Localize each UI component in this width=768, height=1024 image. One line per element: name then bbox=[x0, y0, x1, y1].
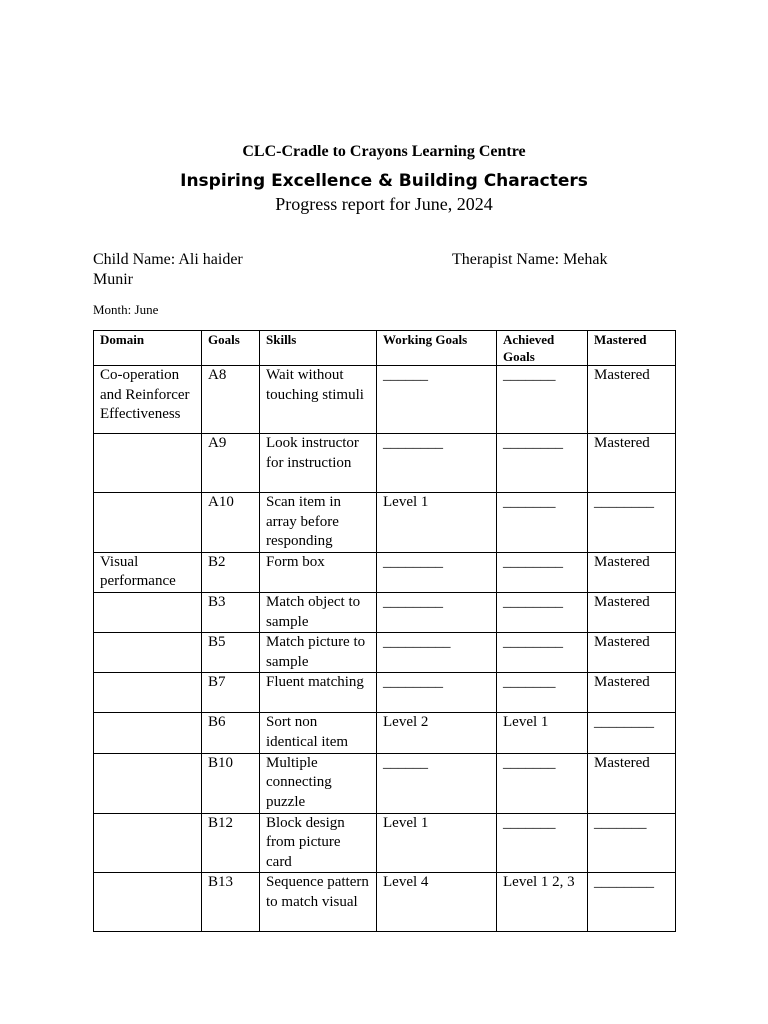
cell-skill: Multiple connecting puzzle bbox=[260, 753, 377, 813]
cell-working: _________ bbox=[377, 633, 497, 673]
cell-domain bbox=[94, 493, 202, 553]
center-name: CLC-Cradle to Crayons Learning Centre bbox=[242, 143, 526, 160]
therapist-name: Therapist Name: Mehak bbox=[452, 251, 608, 268]
child-name-label: Child Name: Ali haider bbox=[93, 251, 243, 268]
cell-skill: Sequence pattern to match visual bbox=[260, 873, 377, 932]
table-header-row bbox=[94, 331, 676, 366]
cell-domain bbox=[94, 673, 202, 713]
cell-skill: Wait without touching stimuli bbox=[260, 366, 377, 434]
cell-domain: Visual performance bbox=[94, 552, 202, 592]
cell-goal: B6 bbox=[202, 713, 260, 753]
cell-goal: A8 bbox=[202, 366, 260, 434]
cell-mastered: ________ bbox=[588, 873, 676, 932]
cell-skill: Block design from picture card bbox=[260, 813, 377, 873]
cell-achieved: Level 1 bbox=[497, 713, 588, 753]
header-domain: Domain bbox=[94, 331, 202, 366]
cell-domain bbox=[94, 873, 202, 932]
cell-working: ______ bbox=[377, 753, 497, 813]
cell-working: ________ bbox=[377, 592, 497, 632]
cell-skill: Match picture to sample bbox=[260, 633, 377, 673]
cell-working: Level 1 bbox=[377, 493, 497, 553]
cell-working: ______ bbox=[377, 366, 497, 434]
cell-working: Level 2 bbox=[377, 713, 497, 753]
table-row bbox=[94, 673, 676, 713]
cell-achieved: ________ bbox=[497, 434, 588, 493]
cell-skill: Scan item in array before responding bbox=[260, 493, 377, 553]
cell-skill: Fluent matching bbox=[260, 673, 377, 713]
header-skills: Skills bbox=[260, 331, 377, 366]
cell-achieved: _______ bbox=[497, 673, 588, 713]
cell-mastered: Mastered bbox=[588, 753, 676, 813]
cell-achieved: _______ bbox=[497, 366, 588, 434]
cell-skill: Form box bbox=[260, 552, 377, 592]
report-title: Progress report for June, 2024 bbox=[275, 194, 493, 214]
cell-achieved: ________ bbox=[497, 592, 588, 632]
cell-mastered: ________ bbox=[588, 713, 676, 753]
cell-goal: B5 bbox=[202, 633, 260, 673]
table-row bbox=[94, 552, 676, 592]
cell-achieved: _______ bbox=[497, 753, 588, 813]
cell-achieved: Level 1 2, 3 bbox=[497, 873, 588, 932]
cell-goal: B10 bbox=[202, 753, 260, 813]
table-row bbox=[94, 713, 676, 753]
cell-skill: Look instructor for instruction bbox=[260, 434, 377, 493]
cell-goal: B2 bbox=[202, 552, 260, 592]
child-name-continued: Munir bbox=[93, 271, 133, 288]
table-row bbox=[94, 633, 676, 673]
header-achieved-goals: Achieved Goals bbox=[497, 331, 588, 366]
cell-goal: B12 bbox=[202, 813, 260, 873]
cell-goal: A10 bbox=[202, 493, 260, 553]
cell-working: ________ bbox=[377, 673, 497, 713]
progress-table bbox=[93, 330, 676, 932]
report-month: Month: June bbox=[93, 302, 159, 317]
cell-working: Level 4 bbox=[377, 873, 497, 932]
cell-goal: B13 bbox=[202, 873, 260, 932]
cell-mastered: _______ bbox=[588, 813, 676, 873]
table-row bbox=[94, 753, 676, 813]
cell-mastered: Mastered bbox=[588, 552, 676, 592]
cell-goal: A9 bbox=[202, 434, 260, 493]
header-goals: Goals bbox=[202, 331, 260, 366]
cell-skill: Sort non identical item bbox=[260, 713, 377, 753]
cell-skill: Match object to sample bbox=[260, 592, 377, 632]
tagline: Inspiring Excellence & Building Characters bbox=[180, 171, 588, 191]
table-row bbox=[94, 592, 676, 632]
table-row bbox=[94, 366, 676, 434]
cell-mastered: Mastered bbox=[588, 633, 676, 673]
cell-working: ________ bbox=[377, 434, 497, 493]
cell-domain bbox=[94, 713, 202, 753]
header-working-goals: Working Goals bbox=[377, 331, 497, 366]
cell-mastered: Mastered bbox=[588, 592, 676, 632]
cell-achieved: ________ bbox=[497, 552, 588, 592]
cell-mastered: Mastered bbox=[588, 366, 676, 434]
table-row bbox=[94, 813, 676, 873]
cell-achieved: _______ bbox=[497, 813, 588, 873]
cell-domain bbox=[94, 633, 202, 673]
cell-mastered: Mastered bbox=[588, 673, 676, 713]
cell-domain bbox=[94, 434, 202, 493]
cell-achieved: _______ bbox=[497, 493, 588, 553]
cell-achieved: ________ bbox=[497, 633, 588, 673]
table-row bbox=[94, 434, 676, 493]
cell-working: ________ bbox=[377, 552, 497, 592]
header-mastered: Mastered bbox=[588, 331, 676, 366]
cell-mastered: Mastered bbox=[588, 434, 676, 493]
cell-mastered: ________ bbox=[588, 493, 676, 553]
table-row bbox=[94, 493, 676, 553]
cell-goal: B7 bbox=[202, 673, 260, 713]
cell-domain: Co-operation and Reinforcer Effectiveness bbox=[94, 366, 202, 434]
cell-working: Level 1 bbox=[377, 813, 497, 873]
cell-domain bbox=[94, 753, 202, 813]
cell-goal: B3 bbox=[202, 592, 260, 632]
cell-domain bbox=[94, 592, 202, 632]
table-row bbox=[94, 873, 676, 932]
cell-domain bbox=[94, 813, 202, 873]
